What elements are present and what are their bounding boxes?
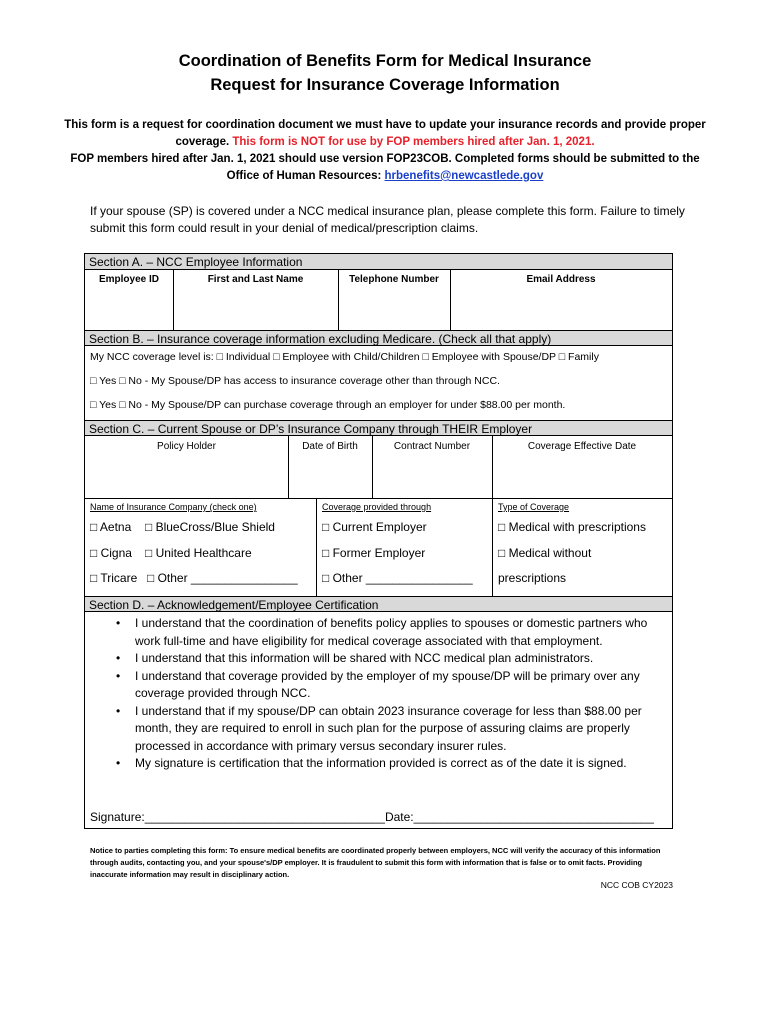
- divider: [338, 270, 339, 330]
- insurance-company-subheading: Name of Insurance Company (check one): [90, 502, 257, 512]
- section-d-heading: Section D. – Acknowledgement/Employee Certification: [85, 596, 672, 612]
- form-box: [84, 253, 673, 829]
- medical-with-prescriptions-checkbox[interactable]: □ Medical with prescriptions: [498, 520, 646, 534]
- col-date-of-birth: Date of Birth: [302, 441, 358, 452]
- employee-id-field[interactable]: [86, 290, 172, 328]
- type-of-coverage-subheading: Type of Coverage: [498, 502, 570, 512]
- divider: [85, 498, 672, 499]
- united-healthcare-checkbox[interactable]: □ United Healthcare: [145, 546, 252, 560]
- col-first-last-name: First and Last Name: [207, 274, 304, 285]
- contract-number-field[interactable]: [374, 456, 491, 496]
- section-b-heading: Section B. – Insurance coverage information excluding Medicare. (Check all that apply): [85, 330, 672, 346]
- current-employer-checkbox[interactable]: □ Current Employer: [322, 520, 427, 534]
- medical-without-checkbox[interactable]: □ Medical without: [498, 546, 592, 560]
- divider: [316, 498, 317, 596]
- access-other-coverage-question[interactable]: □ Yes □ No - My Spouse/DP has access to insurance coverage other than through NCC.: [90, 375, 500, 387]
- form-code: NCC COB CY2023: [600, 880, 673, 890]
- intro-part2: FOP members hired after Jan. 1, 2021 should use version FOP23COB. Completed forms should be submitted to the Office of Human Resources:: [70, 153, 700, 182]
- policy-holder-field[interactable]: [86, 456, 286, 496]
- col-coverage-effective-date: Coverage Effective Date: [527, 441, 637, 452]
- tricare-checkbox[interactable]: □ Tricare: [90, 571, 138, 585]
- divider: [492, 436, 493, 499]
- email-field[interactable]: [452, 290, 671, 328]
- signature-date-line[interactable]: Signature:____________________________________Date:____________________________________: [90, 810, 654, 824]
- coverage-level-options[interactable]: My NCC coverage level is: □ Individual □ Employee with Child/Children □ Employee with Spouse/DP □ Family: [90, 351, 599, 363]
- notice-text: Notice to parties completing this form: To ensure medical benefits are coordinated properly between employers, NCC will verify the accuracy of this information through audits, contacting you, and your spouse's/DP employer. It is fraudulent to submit this form with information that is false or to omit facts. Providing inaccurate information may result in disciplinary action.: [90, 846, 661, 879]
- divider: [450, 270, 451, 330]
- intro-text: [60, 117, 710, 185]
- coverage-effective-date-field[interactable]: [494, 456, 671, 496]
- telephone-field[interactable]: [340, 290, 449, 328]
- col-email: Email Address: [526, 274, 596, 285]
- certification-item: • I understand that the coordination of benefits policy applies to spouses or domestic partners who work full-time and have eligibility for medical coverage associated with that employment.: [107, 615, 667, 650]
- col-policy-holder: Policy Holder: [157, 441, 216, 452]
- divider: [288, 436, 289, 499]
- form-subtitle: Request for Insurance Coverage Information: [210, 76, 560, 94]
- other-coverage-checkbox[interactable]: □ Other ________________: [322, 571, 473, 585]
- cigna-checkbox[interactable]: □ Cigna: [90, 546, 132, 560]
- certification-item: • I understand that if my spouse/DP can obtain 2023 insurance coverage for less than $88.00 per month, they are required to enroll in such plan for the purpose of assuring claims are properly processed in accordance with primary versus secondary insurer rules.: [107, 703, 667, 756]
- divider: [372, 436, 373, 499]
- date-of-birth-field[interactable]: [290, 456, 371, 496]
- prescriptions-label: prescriptions: [498, 571, 567, 585]
- certification-item: • I understand that coverage provided by the employer of my spouse/DP will be primary over any coverage provided through NCC.: [107, 668, 667, 703]
- certification-item: • I understand that this information will be shared with NCC medical plan administrators.: [107, 650, 667, 668]
- col-telephone: Telephone Number: [349, 274, 439, 285]
- instructions-paragraph: If your spouse (SP) is covered under a NCC medical insurance plan, please complete this form. Failure to timely submit this form could result in your denial of medical/prescription claims.: [90, 204, 685, 235]
- purchase-coverage-question[interactable]: □ Yes □ No - My Spouse/DP can purchase coverage through an employer for under $88.00 per month.: [90, 399, 566, 411]
- col-contract-number: Contract Number: [393, 441, 471, 452]
- divider: [173, 270, 174, 330]
- section-a-heading: Section A. – NCC Employee Information: [85, 254, 672, 270]
- intro-part1: This form is a request for coordination document we must have to update your insurance records and provide proper coverage.: [64, 119, 706, 148]
- divider: [492, 498, 493, 596]
- intro-warning: This form is NOT for use by FOP members hired after Jan. 1, 2021.: [232, 136, 595, 148]
- other-company-checkbox[interactable]: □ Other ________________: [147, 571, 298, 585]
- former-employer-checkbox[interactable]: □ Former Employer: [322, 546, 426, 560]
- hr-email-link[interactable]: hrbenefits@newcastlede.gov: [384, 170, 544, 182]
- col-employee-id: Employee ID: [98, 274, 160, 285]
- certification-list: [107, 615, 667, 773]
- aetna-checkbox[interactable]: □ Aetna: [90, 520, 132, 534]
- coverage-provided-subheading: Coverage provided through: [322, 502, 432, 512]
- section-c-heading: Section C. – Current Spouse or DP’s Insurance Company through THEIR Employer: [85, 420, 672, 436]
- form-title: Coordination of Benefits Form for Medical Insurance: [178, 52, 592, 70]
- name-field[interactable]: [175, 290, 337, 328]
- bluecross-checkbox[interactable]: □ BlueCross/Blue Shield: [145, 520, 275, 534]
- certification-item: • My signature is certification that the information provided is correct as of the date it is signed.: [107, 755, 667, 773]
